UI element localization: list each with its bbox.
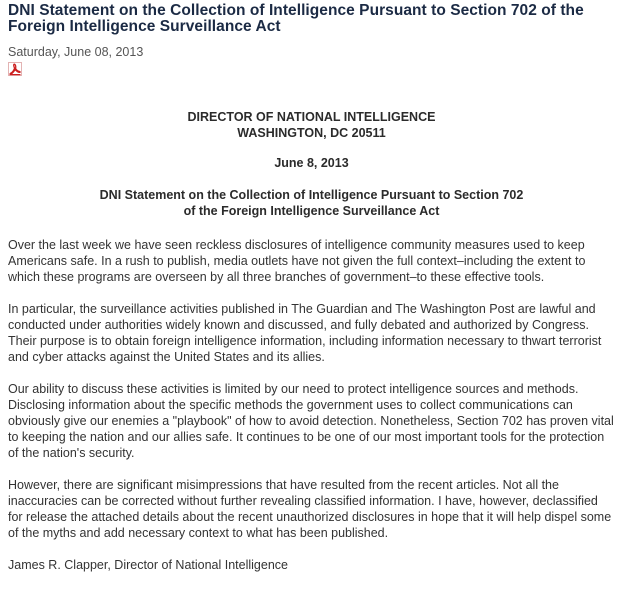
pdf-download-link[interactable]: [8, 62, 22, 76]
body-paragraph-4: However, there are significant misimpressions that have resulted from the recent articles. Not all the inaccuracies can be corrected without further revealing classified information. I have, however, declassified for release the attached details about the recent unauthorized disclosures in hope that it will help dispel some of the myths and add necessary context to what has been published.: [8, 478, 612, 540]
body-paragraph-1: Over the last week we have seen reckless disclosures of intelligence community measures used to keep Americans safe. In a rush to publish, media outlets have not given the full context–including the extent to which these programs are overseen by all three branches of government–to these effective tools.: [8, 238, 586, 284]
statement-subject: [8, 187, 615, 219]
article-title: DNI Statement on the Collection of Intelligence Pursuant to Section 702 of the Foreign Intelligence Surveillance Act: [8, 2, 584, 35]
organization-name: DIRECTOR OF NATIONAL INTELLIGENCE: [187, 110, 436, 124]
letterhead-organization: [8, 109, 615, 141]
signature-line: James R. Clapper, Director of National Intelligence: [8, 558, 288, 572]
body-paragraph-2: In particular, the surveillance activities published in The Guardian and The Washington Post are lawful and conducted under authorities widely known and discussed, and fully debated and authorized by Congress. Their purpose is to obtain foreign intelligence information, including information necessary to thwart terrorist and cyber attacks against the United States and its allies.: [8, 302, 602, 364]
subject-line-1: DNI Statement on the Collection of Intelligence Pursuant to Section 702: [99, 188, 524, 202]
letter-date: June 8, 2013: [274, 156, 349, 170]
article-page: [8, 3, 615, 573]
body-paragraph-3: Our ability to discuss these activities is limited by our need to protect intelligence sources and methods. Disclosing information about the specific methods the government uses to collect communications can obviously give our enemies a "playbook" of how to avoid detection. Nonetheless, Section 702 has proven vital to keeping the nation and our allies safe. It continues to be one of our most important tools for the protection of the nation's security.: [8, 382, 614, 460]
pdf-document-icon: [8, 62, 22, 76]
subject-line-2: of the Foreign Intelligence Surveillance Act: [183, 204, 440, 218]
published-date: Saturday, June 08, 2013: [8, 45, 144, 59]
organization-address: WASHINGTON, DC 20511: [237, 126, 386, 140]
